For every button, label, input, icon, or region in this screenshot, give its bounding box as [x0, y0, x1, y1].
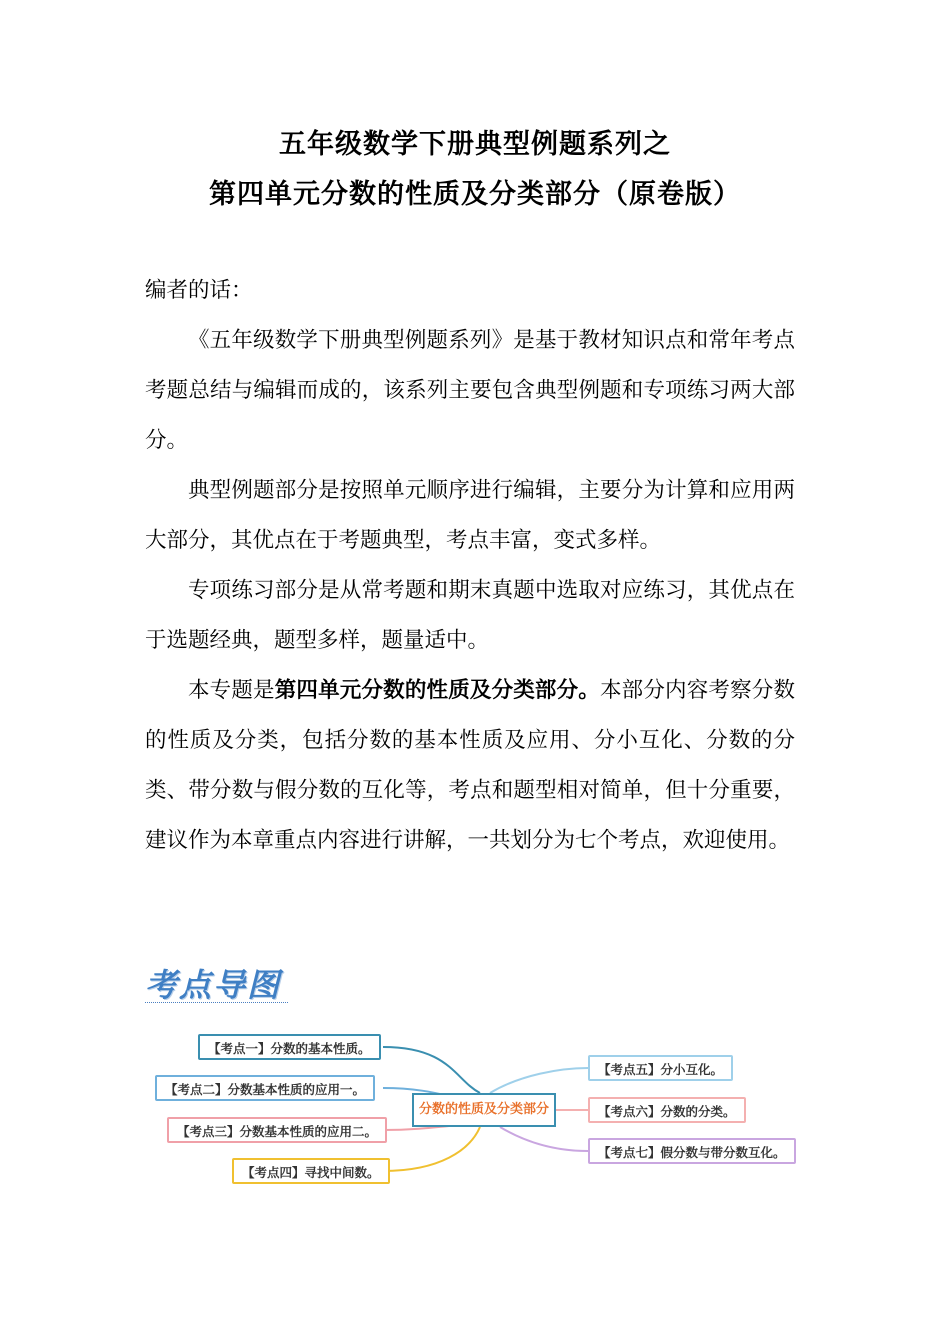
connector-5 [490, 1068, 588, 1093]
mindmap-node-kaodian-3: 【考点三】分数基本性质的应用二。 [167, 1117, 387, 1143]
title-line-2: 第四单元分数的性质及分类部分（原卷版） [209, 179, 741, 210]
mindmap-node-kaodian-4: 【考点四】寻找中间数。 [232, 1158, 390, 1184]
mindmap-node-kaodian-5: 【考点五】分小互化。 [588, 1055, 733, 1081]
paragraph-examples: 典型例题部分是按照单元顺序进行编辑，主要分为计算和应用两大部分，其优点在于考题典型，考点丰富，变式多样。 [145, 478, 795, 553]
mindmap-node-kaodian-1: 【考点一】分数的基本性质。 [198, 1034, 381, 1060]
mindmap-node-kaodian-6: 【考点六】分数的分类。 [588, 1097, 746, 1123]
connector-4 [383, 1127, 480, 1171]
topic-rest: 本部分内容考察分数的性质及分类，包括分数的基本性质及应用、分小互化、分数的分类、带分数与假分数的互化等，考点和题型相对简单，但十分重要，建议作为本章重点内容进行讲解，一共划分为七个考点，欢迎使用。 [145, 678, 795, 853]
mindmap-center-node: 分数的性质及分类部分 [412, 1093, 556, 1127]
connector-1 [383, 1047, 480, 1093]
mindmap-node-kaodian-7: 【考点七】假分数与带分数互化。 [588, 1138, 796, 1164]
title-line-1: 五年级数学下册典型例题系列之 [279, 129, 671, 160]
paragraph-intro: 《五年级数学下册典型例题系列》是基于教材知识点和常年考点考题总结与编辑而成的，该系列主要包含典型例题和专项练习两大部分。 [145, 328, 795, 453]
topic-bold: 第四单元分数的性质及分类部分。 [274, 678, 600, 703]
connector-7 [500, 1127, 588, 1151]
section-heading: 考点导图 [145, 966, 282, 1004]
preface-label: 编者的话： [145, 278, 253, 303]
paragraph-practice: 专项练习部分是从常考题和期末真题中选取对应练习，其优点在于选题经典，题型多样，题量适中。 [145, 578, 795, 653]
mindmap-node-kaodian-2: 【考点二】分数基本性质的应用一。 [155, 1075, 375, 1101]
topic-prefix: 本专题是 [188, 678, 275, 703]
